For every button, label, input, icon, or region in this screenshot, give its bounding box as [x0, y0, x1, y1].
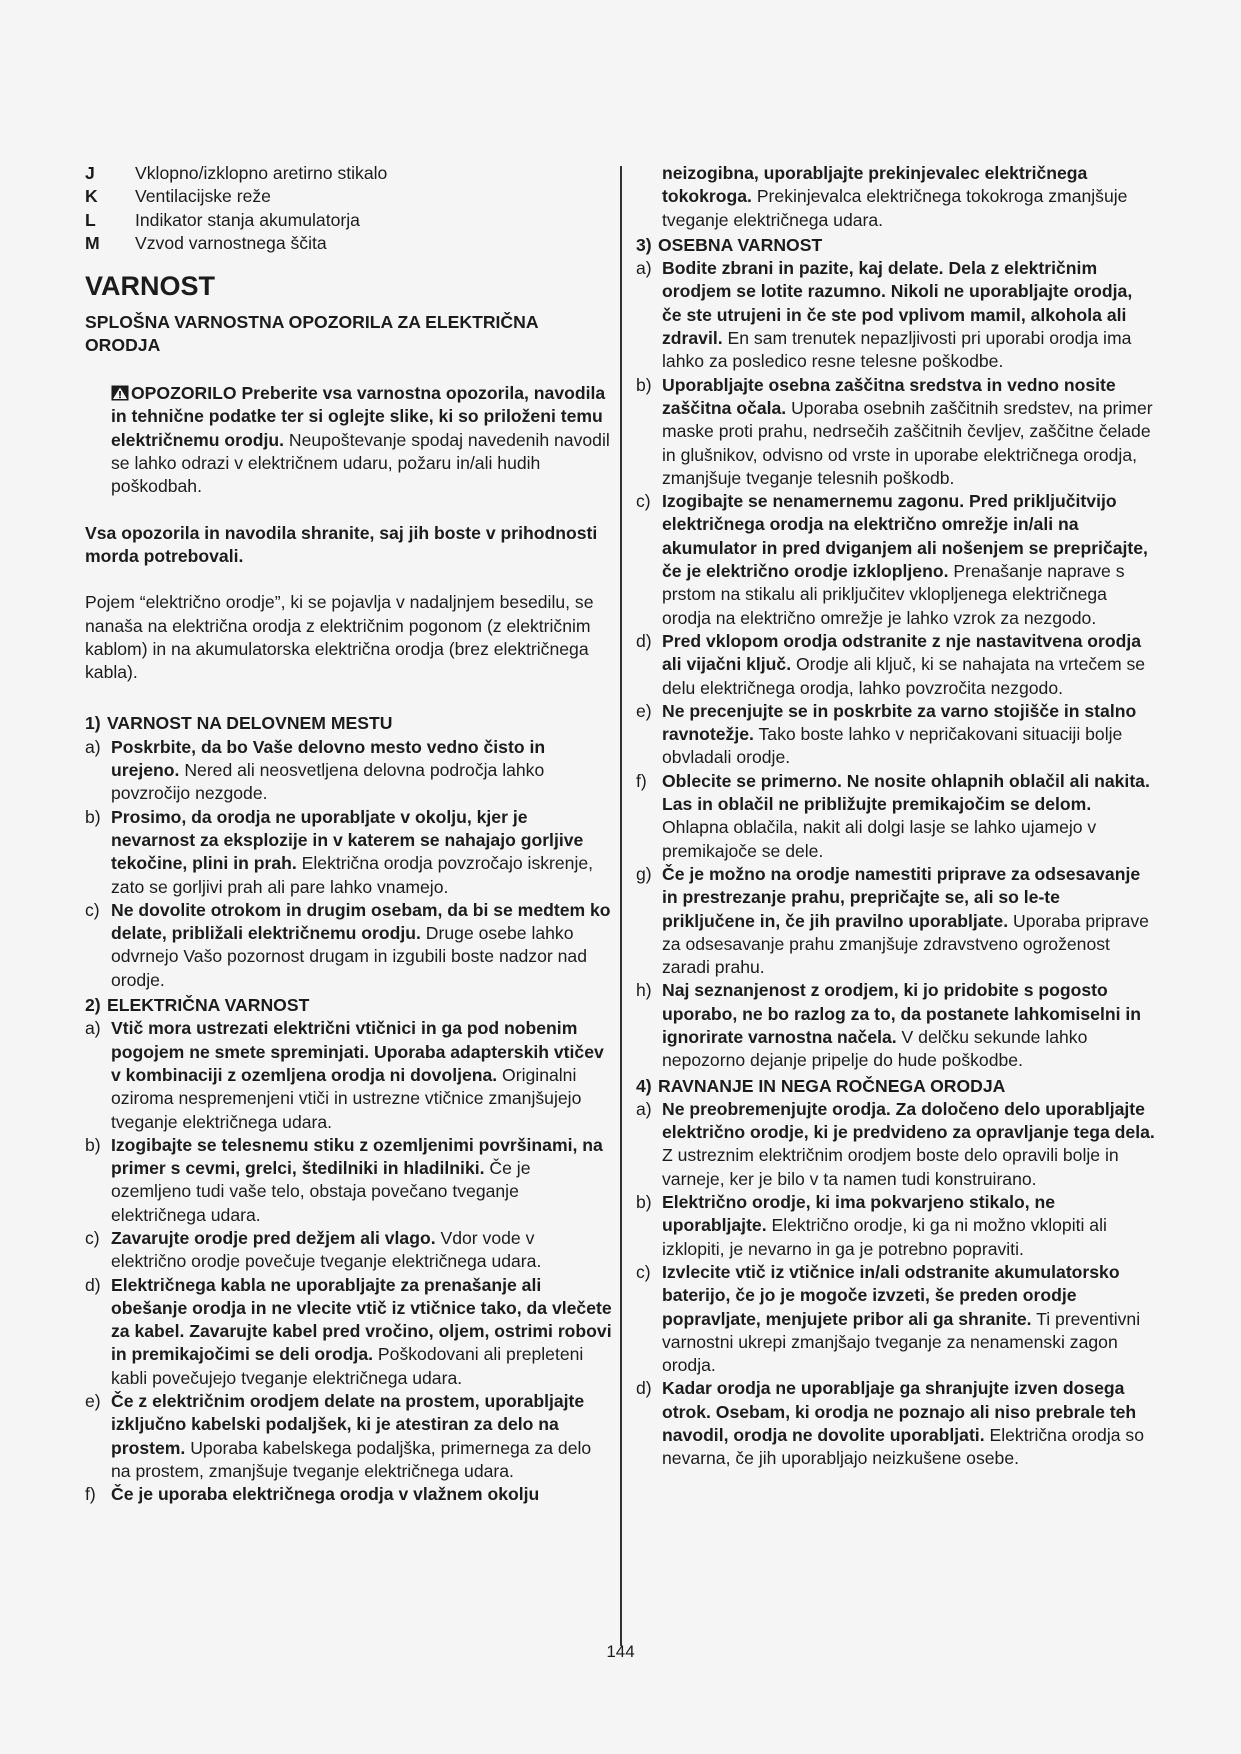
item-text: En sam trenutek nepazljivosti pri uporabi orodja ima lahko za posledico resne telesne poškodbe.	[662, 328, 1132, 372]
section-title	[85, 994, 612, 1017]
item-text: Prenašanje naprave s prstom na stikalu ali priključitev vklopljenega električnega orodja na električno omrežje je lahko vzrok za nezgodo.	[662, 561, 1125, 628]
section-title	[636, 1075, 1156, 1098]
item-letter: d)	[636, 630, 652, 651]
list-item	[85, 806, 612, 899]
item-body	[111, 1483, 612, 1506]
legend-text: Vzvod varnostnega ščita	[135, 232, 327, 253]
item-bold: Ne precenjujte se in poskrbite za varno stojišče in stalno ravnotežje.	[662, 700, 1137, 745]
item-body	[662, 374, 1156, 490]
item-bold: Kadar orodja ne uporabljaje ga shranjujte izven dosega otrok. Osebam, ki orodja ne poznajo ali niso prebrale teh navodil, orodja ne dovolite uporabljati.	[662, 1378, 1137, 1446]
list-item	[636, 863, 1156, 979]
section-subheading: SPLOŠNA VARNOSTNA OPOZORILA ZA ELEKTRIČNA ORODJA	[85, 312, 538, 355]
item-body	[111, 1227, 612, 1274]
section-title	[85, 712, 612, 735]
item-body	[111, 1390, 612, 1483]
list-item	[636, 1191, 1156, 1261]
item-bold: Če je uporaba električnega orodja v vlažnem okolju	[111, 1484, 540, 1505]
item-text: Električno orodje, ki ga ni možno vklopiti ali izklopiti, je nevarno in ga je potrebno popraviti.	[662, 1215, 1107, 1259]
item-bold: Vtič mora ustrezati električni vtičnici in ga pod nobenim pogojem ne smete spreminjati. Uporaba adapterskih vtičev v kombinaciji z ozemljena orodja ni dovoljena.	[111, 1018, 604, 1085]
item-text: Prekinjevalca električnega tokokroga zmanjšuje tveganje električnega udara.	[662, 186, 1128, 230]
list-item	[85, 1134, 612, 1227]
item-bold: Če z električnim orodjem delate na prostem, uporabljajte izključno kabelski podaljšek, ki je atestiran za delo na prostem.	[111, 1391, 585, 1458]
list-item	[636, 1098, 1156, 1191]
parts-legend	[85, 162, 612, 255]
item-bold: Ne dovolite otrokom in drugim osebam, da bi se medtem ko delate, približali električnemu orodju.	[111, 899, 611, 944]
page-number: 144	[606, 1642, 635, 1661]
item-bold: neizogibna, uporabljajte prekinjevalec električnega tokokroga.	[662, 163, 1088, 207]
item-bold: Električnega kabla ne uporabljajte za prenašanje ali obešanje orodja in ne vlecite vtič iz vtičnice tako, da vlečete za kabel. Zavarujte kabel pred vročino, oljem, ostrimi robovi in premikajočimi se deli orodja.	[111, 1274, 612, 1365]
item-body	[662, 770, 1156, 863]
list-item	[85, 1483, 612, 1506]
warning-paragraph	[85, 382, 612, 498]
section-title-text: OSEBNA VARNOST	[658, 234, 823, 255]
item-letter: e)	[636, 700, 652, 721]
item-bold: Prosimo, da orodja ne uporabljate v okolju, kjer je nevarnost za eksplozije in v katerem se nahajajo gorljive tekočine, plini in prah.	[111, 806, 584, 874]
item-bold: Zavarujte orodje pred dežjem ali vlago.	[111, 1227, 436, 1248]
section-title	[636, 234, 1156, 257]
item-body	[111, 806, 612, 899]
item-letter: a)	[85, 736, 101, 757]
item-text: Originalni oziroma nespremenjeni vtiči in ustrezne vtičnice zmanjšujejo tveganje električnega udara.	[111, 1064, 582, 1132]
list-item	[636, 1261, 1156, 1377]
section-number: 4)	[636, 1075, 652, 1096]
item-bold: Ne preobremenjujte orodja. Za določeno delo uporabljajte električno orodje, ki je predvideno za opravljanje tega dela.	[662, 1098, 1155, 1143]
list-item	[636, 490, 1156, 630]
section-heading: VARNOST	[85, 271, 216, 302]
item-letter: h)	[636, 980, 652, 1001]
section-number: 3)	[636, 234, 652, 255]
warning-bold-text: OPOZORILO Preberite vsa varnostna opozorila, navodila in tehnične podatke ter si oglejte slike, ki so priloženi temu električnemu orodju.	[111, 383, 606, 450]
item-body	[662, 630, 1156, 700]
item-letter: c)	[85, 1227, 100, 1248]
item-text: Uporaba priprave za odsesavanje prahu zmanjšuje zdravstveno ogroženost zaradi prahu.	[662, 910, 1149, 978]
item-letter: b)	[85, 806, 101, 827]
legend-row	[85, 232, 612, 255]
item-text: Uporaba osebnih zaščitnih sredstev, na primer maske proti prahu, nedrsečih zaščitnih čevljev, zaščitne čelade in glušnikov, odvisno od vrste in uporabe električnega orodja, zmanjšuje tveganje telesnih poškodb.	[662, 397, 1153, 488]
legend-row	[85, 162, 612, 185]
item-letter: d)	[636, 1378, 652, 1399]
item-bold: Če je možno na orodje namestiti priprave za odsesavanje in prestrezanje prahu, prepričajte se, ali so le-te priključene in, če jih pravilno uporabljate.	[662, 863, 1141, 931]
list-item	[85, 736, 612, 806]
continued-item	[636, 162, 1156, 232]
item-body	[111, 1017, 612, 1133]
legend-text: Indikator stanja akumulatorja	[135, 209, 360, 230]
item-letter: a)	[636, 258, 652, 279]
item-text: Druge osebe lahko odvrnejo Vašo pozornost drugam in izgubili boste nadzor nad orodje.	[111, 923, 587, 990]
item-letter: f)	[636, 770, 647, 791]
list-item	[636, 979, 1156, 1072]
legend-key: M	[85, 232, 100, 253]
item-bold: Bodite zbrani in pazite, kaj delate. Dela z električnim orodjem se lotite razumno. Nikoli ne uporabljajte orodja, če ste utrujeni in če ste pod vplivom mamil, alkohola ali zdravil.	[662, 258, 1133, 349]
item-body	[662, 1098, 1156, 1191]
item-letter: b)	[85, 1134, 101, 1155]
item-text: Z ustreznim električnim orodjem boste delo opravili bolje in varneje, ker je bilo v ta namen tudi konstruirano.	[662, 1145, 1119, 1189]
left-column	[85, 162, 612, 1507]
list-item	[85, 1274, 612, 1390]
item-text: V delčku sekunde lahko nepozorno dejanje pripelje do hude poškodbe.	[662, 1026, 1088, 1071]
column-divider	[620, 166, 622, 1646]
item-bold: Izogibajte se nenamernemu zagonu. Pred priključitvijo električnega orodja na električno omrežje in/ali na akumulator in pred dviganjem ali nošenjem se prepričajte, če je električno orodje izklopljeno.	[662, 491, 1148, 582]
item-letter: c)	[85, 899, 100, 920]
warning-triangle-icon	[111, 385, 129, 401]
item-bold: Pred vklopom orodja odstranite z nje nastavitvena orodja ali vijačni ključ.	[662, 630, 1142, 675]
item-body	[111, 1274, 612, 1390]
legend-text: Vklopno/izklopno aretirno stikalo	[135, 163, 388, 183]
item-bold: Električno orodje, ki ima pokvarjeno stikalo, ne uporabljajte.	[662, 1192, 1056, 1236]
item-body	[662, 1377, 1156, 1470]
legend-text: Ventilacijske reže	[135, 186, 271, 207]
item-text: Nered ali neosvetljena delovna področja lahko povzročijo nezgode.	[111, 760, 545, 804]
section-title-text: ELEKTRIČNA VARNOST	[107, 995, 310, 1016]
legend-key: K	[85, 186, 98, 207]
list-item	[85, 1017, 612, 1133]
list-item	[636, 374, 1156, 490]
item-body	[662, 979, 1156, 1072]
item-letter: c)	[636, 491, 651, 512]
item-body	[662, 490, 1156, 630]
item-text: Poškodovani ali prepleteni kabli povečujejo tveganje električnega udara.	[111, 1344, 584, 1388]
item-letter: f)	[85, 1484, 96, 1505]
term-paragraph: Pojem “električno orodje”, ki se pojavlja v nadaljnjem besedilu, se nanaša na električna orodja z električnim pogonom (z električnim kablom) in na akumulatorska električna orodja (brez električnega kabla).	[85, 592, 594, 683]
item-body	[662, 1261, 1156, 1377]
list-item	[85, 1390, 612, 1483]
list-item	[85, 1227, 612, 1274]
item-bold: Poskrbite, da bo Vaše delovno mesto vedno čisto in urejeno.	[111, 736, 546, 781]
item-text: Če je ozemljeno tudi vaše telo, obstaja povečano tveganje električnega udara.	[111, 1158, 531, 1225]
item-letter: b)	[636, 1192, 652, 1213]
item-letter: b)	[636, 374, 652, 395]
legend-key: L	[85, 209, 96, 230]
list-item	[636, 630, 1156, 700]
item-letter: e)	[85, 1391, 101, 1412]
item-bold: Izogibajte se telesnemu stiku z ozemljenimi površinami, na primer s cevmi, grelci, štedilniki in hladilniki.	[111, 1134, 603, 1179]
item-letter: d)	[85, 1274, 101, 1295]
item-body	[111, 899, 612, 992]
list-item	[636, 1377, 1156, 1470]
item-bold: Izvlecite vtič iz vtičnice in/ali odstranite akumulatorsko baterijo, če jo je mogoče izvzeti, še preden orodje popravljate, menjujete pribor ali ga shranite.	[662, 1261, 1120, 1329]
item-text: Orodje ali ključ, ki se nahajata na vrtečem se delu električnega orodja, lahko povzročita nezgodo.	[662, 654, 1146, 698]
section-number: 2)	[85, 995, 101, 1016]
item-text: Ti preventivni varnostni ukrepi zmanjšajo tveganje za nenamenski zagon orodja.	[662, 1308, 1141, 1376]
section-number: 1)	[85, 713, 101, 734]
item-body	[662, 257, 1156, 373]
item-body	[662, 1191, 1156, 1261]
item-text: Tako boste lahko v nepričakovani situaciji bolje obvladali orodje.	[662, 724, 1123, 768]
warning-text: Neupoštevanje spodaj navedenih navodil se lahko odrazi v električnem udaru, požaru in/ali hudih poškodbah.	[111, 429, 610, 497]
item-body	[662, 700, 1156, 770]
item-letter: a)	[636, 1098, 652, 1119]
section-title-text: VARNOST NA DELOVNEM MESTU	[107, 713, 393, 734]
item-text: Električna orodja so nevarna, če jih uporabljajo neizkušene osebe.	[662, 1425, 1144, 1469]
legend-row	[85, 209, 612, 232]
item-letter: c)	[636, 1261, 651, 1282]
list-item	[636, 700, 1156, 770]
legend-row	[85, 185, 612, 208]
item-body	[662, 863, 1156, 979]
list-item	[636, 770, 1156, 863]
list-item	[85, 899, 612, 992]
item-letter: g)	[636, 863, 652, 884]
item-text: Električna orodja povzročajo iskrenje, zato se gorljivi prah ali pare lahko vnamejo.	[111, 853, 594, 897]
legend-key: J	[85, 163, 95, 183]
section-title-text: RAVNANJE IN NEGA ROČNEGA ORODJA	[658, 1075, 1006, 1096]
right-column	[636, 162, 1156, 1471]
item-letter: a)	[85, 1018, 101, 1039]
item-body	[111, 736, 612, 806]
list-item	[636, 257, 1156, 373]
item-text: Vdor vode v električno orodje povečuje tveganje električnega udara.	[111, 1227, 542, 1272]
item-body	[111, 1134, 612, 1227]
item-bold: Uporabljajte osebna zaščitna sredstva in vedno nosite zaščitna očala.	[662, 374, 1116, 418]
item-text: Ohlapna oblačila, nakit ali dolgi lasje se lahko ujamejo v premikajoče se dele.	[662, 817, 1097, 861]
keep-instructions: Vsa opozorila in navodila shranite, saj jih boste v prihodnosti morda potrebovali.	[85, 522, 598, 566]
item-text: Uporaba kabelskega podaljška, primernega za delo na prostem, zmanjšuje tveganje električnega udara.	[111, 1437, 592, 1481]
item-bold: Naj seznanjenost z orodjem, ki jo pridobite s pogosto uporabo, ne bo razlog za to, da postanete lahkomiselni in ignorirate varnostna načela.	[662, 980, 1142, 1047]
item-bold: Oblecite se primerno. Ne nosite ohlapnih oblačil ali nakita. Las in oblačil ne približujte premikajočim se delom.	[662, 770, 1150, 815]
